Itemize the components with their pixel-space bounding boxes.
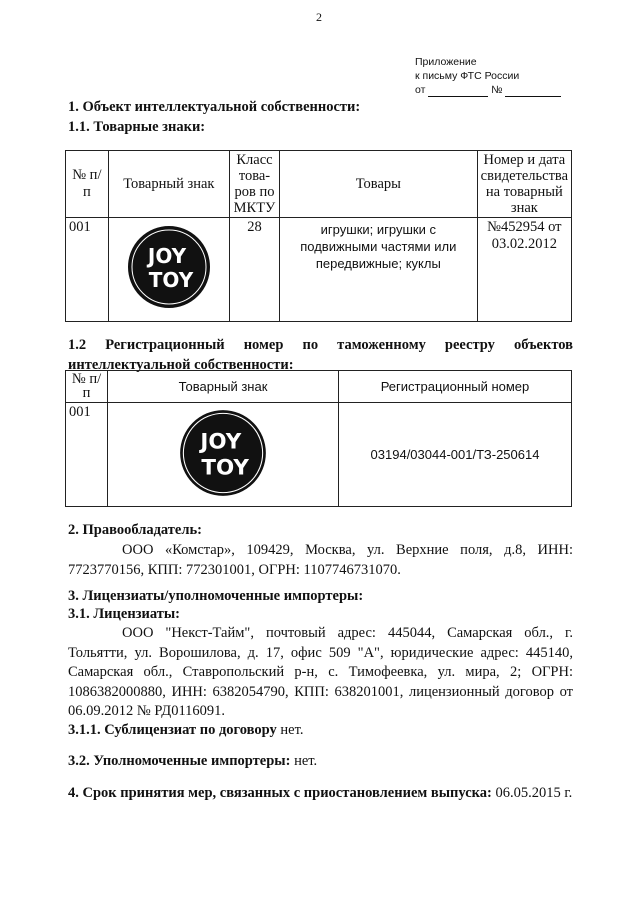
joy-toy-logo: [178, 408, 268, 498]
cell-num: 001: [66, 403, 108, 507]
th-goods: Товары: [279, 151, 477, 218]
table-row: [66, 218, 572, 322]
appendix-block: [415, 55, 561, 97]
cell-num: 001: [66, 218, 109, 322]
section311-label: 3.1.1. Сублицензиат по договору: [68, 722, 277, 738]
cell-mark: [108, 403, 339, 507]
section31-text: ООО "Некст-Тайм", почтовый адрес: 445044, Самарская обл., г. Тольятти, ул. Ворошилова, д. 17, офис 509 "А", юридические адрес: 445140, Самарская обл., Ставропольский р-н, с. Тимофеевка, ул. мира, 2; ОГРН: 1086382000880, ИНН: 6382054790, КПП: 638201001, лицензионный договор от 06.09.2012 № РД0116091.: [68, 625, 573, 719]
trademarks-table: [65, 150, 572, 322]
svg-text:TOY: TOY: [148, 268, 194, 292]
section4-label: 4. Срок принятия мер, связанных с приостановлением выпуска:: [68, 785, 492, 801]
section31-title: 3.1. Лицензиаты:: [68, 606, 181, 622]
cell-mark: [108, 218, 229, 322]
cell-cert: №452954 от 03.02.2012: [477, 218, 571, 322]
th-mark: Товарный знак: [108, 371, 339, 403]
th-num: № п/п: [66, 371, 108, 403]
svg-text:JOY: JOY: [200, 429, 242, 455]
section12-title: 1.2 Регистрационный номер по таможенному реестру объектов интеллектуальной собственности:: [68, 337, 573, 373]
th-cert: Номер и дата свидетельства на товарный знак: [477, 151, 571, 218]
from-label: от: [415, 84, 426, 96]
svg-text:JOY: JOY: [147, 244, 186, 268]
appendix-line1: Приложение: [415, 56, 477, 68]
customs-register-table: [65, 370, 572, 507]
section32-label: 3.2. Уполномоченные импортеры:: [68, 753, 291, 769]
section2-text: ООО «Комстар», 109429, Москва, ул. Верхние поля, д.8, ИНН: 7723770156, КПП: 772301001, ОГРН: 1107746731070.: [68, 542, 573, 578]
section4-value: 06.05.2015 г.: [495, 785, 573, 801]
th-mark: Товарный знак: [108, 151, 229, 218]
appendix-line2: к письму ФТС России: [415, 70, 520, 82]
section11-title: 1.1. Товарные знаки:: [68, 119, 206, 135]
section3-title: 3. Лицензиаты/уполномоченные импортеры:: [68, 588, 364, 604]
section311-value: нет.: [280, 722, 304, 738]
date-blank: [428, 96, 488, 97]
cell-class: 28: [230, 218, 280, 322]
number-blank: [505, 96, 561, 97]
th-num: № п/п: [66, 151, 109, 218]
th-class: Класс това-ров по МКТУ: [230, 151, 280, 218]
joy-toy-logo: [127, 225, 211, 309]
section32: [68, 753, 317, 770]
section4: [68, 785, 572, 802]
section311: [68, 722, 303, 739]
appendix-line3: [415, 83, 561, 97]
svg-text:TOY: TOY: [201, 455, 249, 481]
cell-goods: игрушки; игрушки с подвижными частями или передвижные; куклы: [279, 218, 477, 322]
section1-title: 1. Объект интеллектуальной собственности:: [68, 99, 361, 115]
table-row: [66, 403, 572, 507]
section2-title: 2. Правообладатель:: [68, 522, 202, 538]
number-label: №: [491, 84, 503, 96]
section32-value: нет.: [294, 753, 318, 769]
th-reg: Регистрационный номер: [339, 371, 572, 403]
page-number: 2: [316, 10, 322, 24]
cell-reg: 03194/03044-001/ТЗ-250614: [339, 403, 572, 507]
